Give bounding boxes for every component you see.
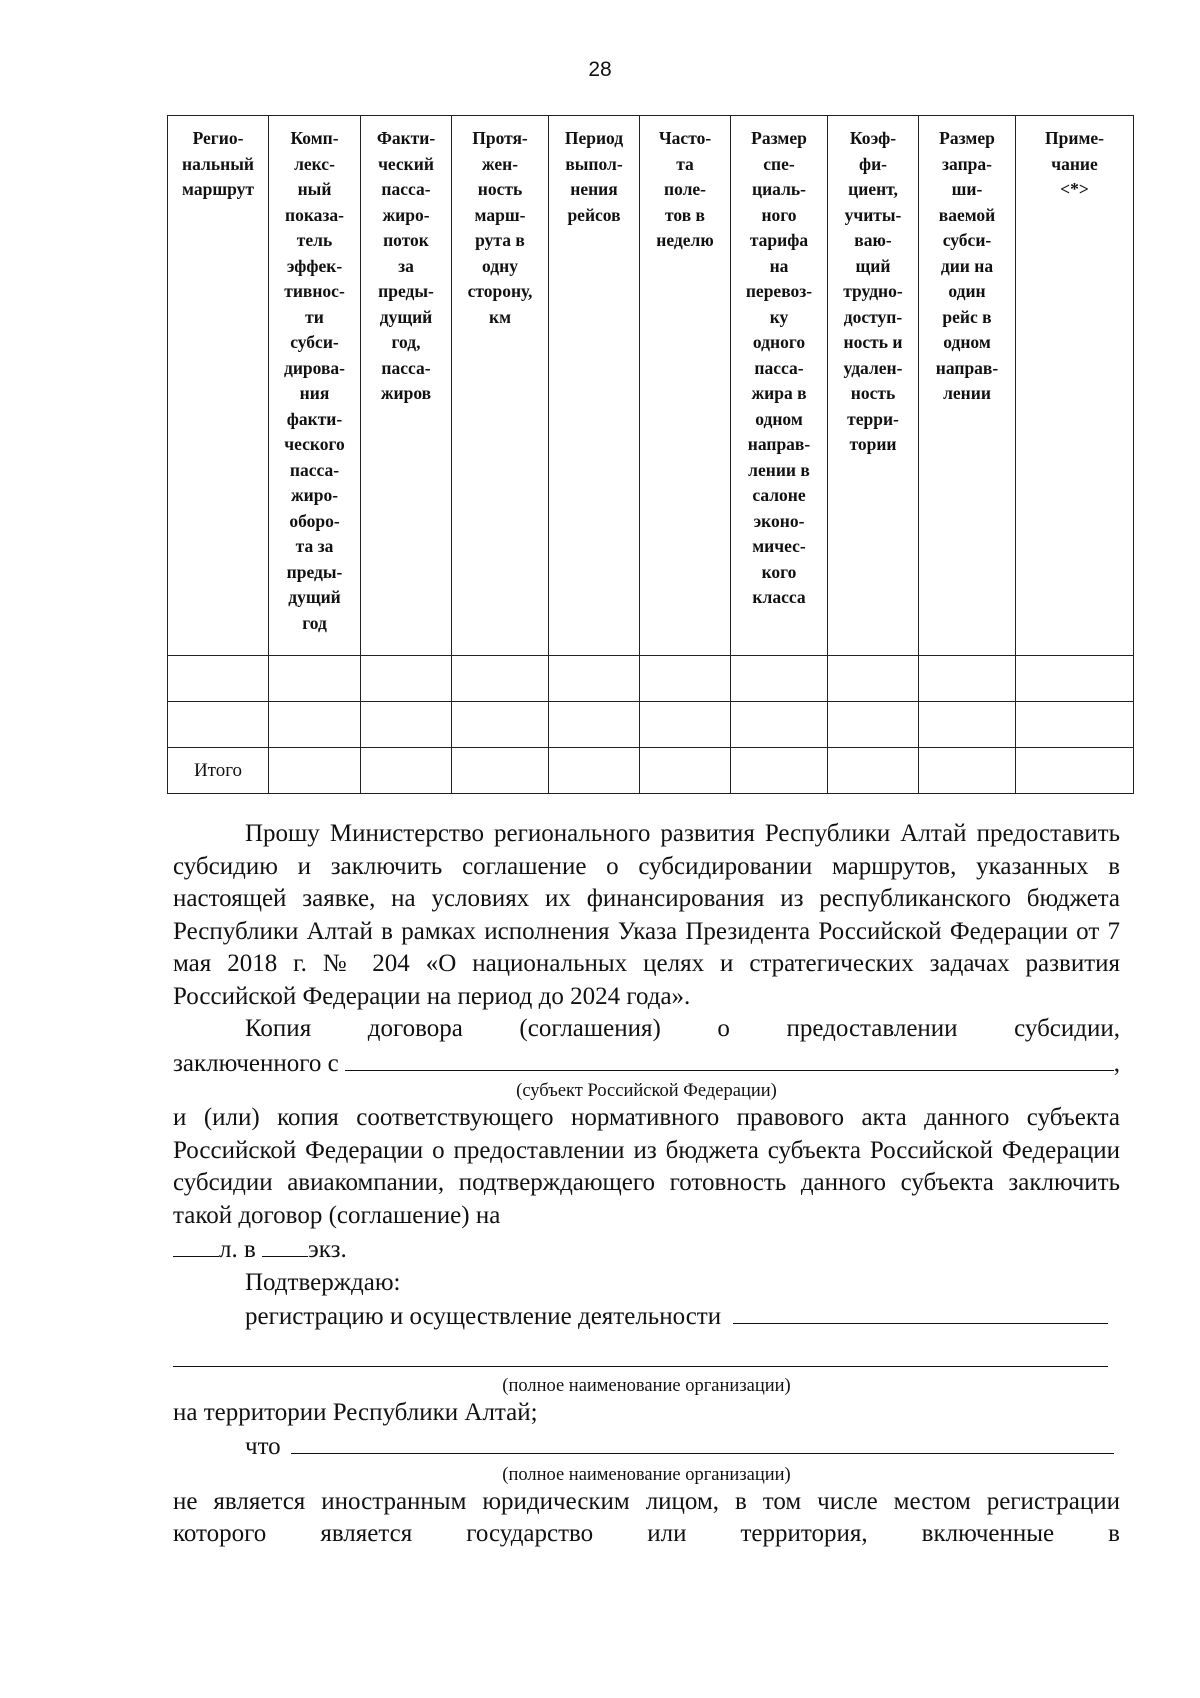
table-cell bbox=[361, 748, 452, 794]
header-regional-route: Регио- нальный маршрут bbox=[168, 116, 269, 656]
header-requested-subsidy: Размер запра- ши- ваемой субси- дии на один рейс в одном направ- лении bbox=[919, 116, 1016, 656]
copies-blank[interactable] bbox=[262, 1232, 308, 1257]
total-row bbox=[168, 748, 1134, 794]
table-cell bbox=[731, 656, 828, 702]
table-cell bbox=[549, 656, 640, 702]
that-line bbox=[173, 1429, 1120, 1464]
caption-org-1: (полное наименование организации) bbox=[502, 1375, 791, 1396]
table-cell bbox=[1016, 702, 1134, 748]
registration-line bbox=[173, 1299, 1120, 1334]
table-row bbox=[168, 656, 1134, 702]
table-cell bbox=[361, 702, 452, 748]
table-cell bbox=[452, 702, 549, 748]
table-cell bbox=[549, 702, 640, 748]
table-cell bbox=[828, 702, 919, 748]
sheets-blank[interactable] bbox=[173, 1232, 219, 1257]
organization-name-blank[interactable] bbox=[173, 1334, 1108, 1367]
sheets-label: л. в bbox=[219, 1236, 256, 1263]
table-row bbox=[168, 702, 1134, 748]
subject-blank[interactable] bbox=[345, 1046, 1114, 1071]
confirm-label: Подтверждаю: bbox=[245, 1268, 401, 1296]
table-cell bbox=[731, 748, 828, 794]
table-cell bbox=[919, 748, 1016, 794]
copy-line-2-suffix: , bbox=[1113, 1049, 1120, 1077]
organization-name-blank-2[interactable] bbox=[291, 1429, 1114, 1454]
table-cell bbox=[452, 748, 549, 794]
territory-line: на территории Республики Алтай; bbox=[173, 1398, 538, 1426]
table-cell bbox=[640, 656, 731, 702]
copy-line-1: Копия договора (соглашения) о предоставлении субсидии, bbox=[245, 1015, 1120, 1042]
table-cell bbox=[1016, 656, 1134, 702]
total-label: Итого bbox=[168, 748, 269, 794]
table-cell bbox=[168, 656, 269, 702]
caption-subject: (субъект Российской Федерации) bbox=[516, 1081, 777, 1101]
page-number: 28 bbox=[588, 58, 612, 81]
body-text bbox=[173, 818, 1120, 1551]
routes-table bbox=[167, 115, 1134, 794]
table-cell bbox=[828, 748, 919, 794]
table-cell bbox=[269, 748, 361, 794]
table-cell bbox=[452, 656, 549, 702]
header-flight-frequency: Часто- та поле- тов в неделю bbox=[640, 116, 731, 656]
caption-org-2: (полное наименование организации) bbox=[502, 1464, 791, 1485]
table-cell bbox=[640, 702, 731, 748]
registration-blank[interactable] bbox=[733, 1299, 1108, 1324]
table-cell bbox=[731, 702, 828, 748]
table-cell bbox=[168, 702, 269, 748]
table-cell bbox=[269, 702, 361, 748]
header-route-length: Протя- жен- ность марш- рута в одну сторону, км bbox=[452, 116, 549, 656]
table-cell bbox=[919, 656, 1016, 702]
header-special-tariff: Размер спе- циаль- ного тарифа на перевоз- ку одного пасса- жира в одном направ- лении в салоне эконо- мичес- кого класса bbox=[731, 116, 828, 656]
copies-label: экз. bbox=[308, 1236, 347, 1263]
table-cell bbox=[1016, 748, 1134, 794]
header-remoteness-coefficient: Коэф- фи- циент, учиты- ваю- щий трудно- доступ- ность и удален- ность терри- тории bbox=[828, 116, 919, 656]
copy-line-2-prefix: заключенного с bbox=[173, 1049, 339, 1077]
request-paragraph: Прошу Министерство регионального развития Республики Алтай предоставить субсидию и заключить соглашение о субсидировании маршрутов, указанных в настоящей заявке, на условиях их финансирования из республиканского бюджета Республики Алтай в рамках исполнения Указа Президента Российской Федерации от 7 мая 2018 г. № 204 «О национальных целях и стратегических задачах развития Российской Федерации на период до 2024 года». bbox=[173, 820, 1120, 1010]
table-cell bbox=[919, 702, 1016, 748]
that-label: что bbox=[245, 1433, 281, 1460]
header-flight-period: Период выпол- нения рейсов bbox=[549, 116, 640, 656]
table-cell bbox=[549, 748, 640, 794]
table-header-row bbox=[168, 116, 1134, 656]
header-note: Приме- чание <*> bbox=[1016, 116, 1134, 656]
not-foreign-paragraph: не является иностранным юридическим лицом, в том числе местом регистрации которого является государство или территория, включенные в bbox=[173, 1487, 1120, 1547]
registration-label: регистрацию и осуществление деятельности bbox=[245, 1303, 722, 1330]
table-cell bbox=[640, 748, 731, 794]
table-cell bbox=[361, 656, 452, 702]
sheets-copies-line bbox=[173, 1232, 1120, 1267]
table-cell bbox=[269, 656, 361, 702]
header-actual-passenger-flow: Факти- ческий пасса- жиро- поток за преды- дущий год, пасса- жиров bbox=[361, 116, 452, 656]
header-complex-indicator: Комп- лекс- ный показа- тель эффек- тивнос- ти субси- дирова- ния факти- ческого пасса- жиро- оборо- та за преды- дущий год bbox=[269, 116, 361, 656]
copy-paragraph: и (или) копия соответствующего нормативного правового акта данного субъекта Российской Федерации о предоставлении из бюджета субъекта Российской Федерации субсидии авиакомпании, подтверждающего готовность данного субъекта заключить такой договор (соглашение) на bbox=[173, 1104, 1120, 1229]
table-cell bbox=[828, 656, 919, 702]
copy-line-2 bbox=[173, 1046, 1120, 1081]
